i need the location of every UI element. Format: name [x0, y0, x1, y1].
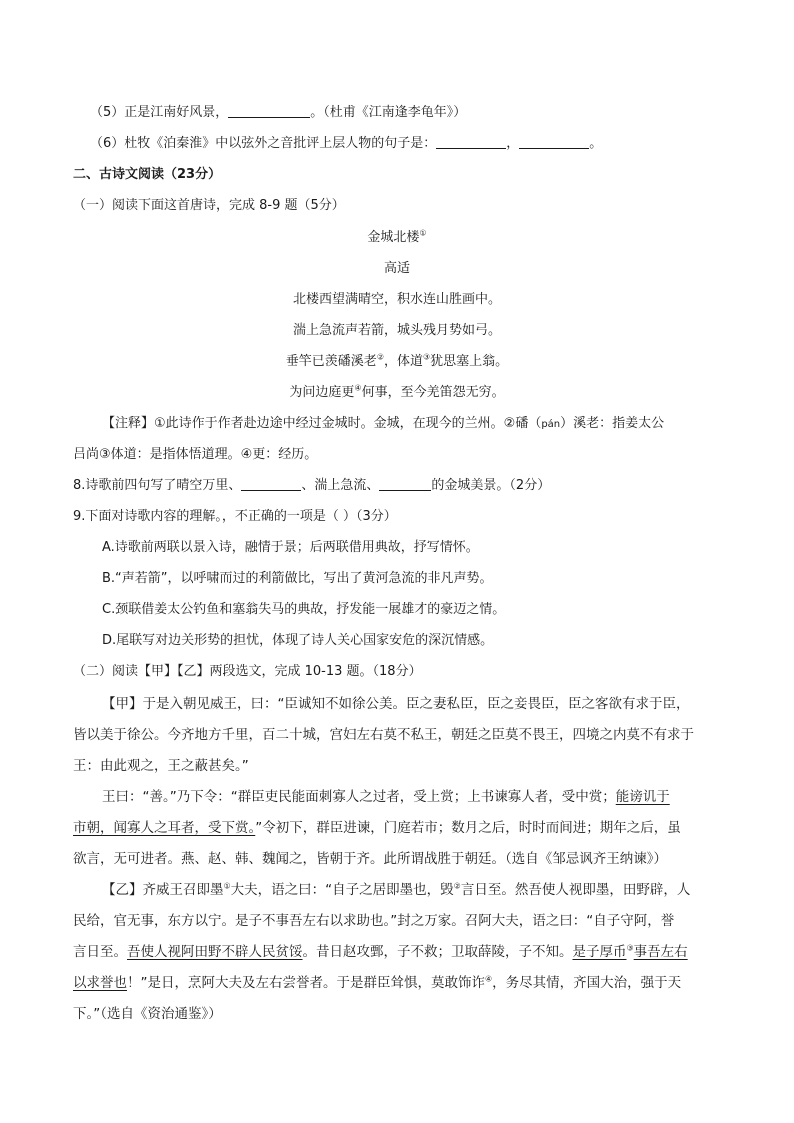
- jia-line-4: [102, 787, 670, 807]
- jia-underlined-2: 市朝，闻寡人之耳者，受下赏。: [73, 820, 256, 836]
- yi-line-4a: ！”是日，烹阿大夫及左右尝誉者。于是群臣耸惧，莫敢饰诈: [127, 975, 485, 991]
- q9-option-c[interactable]: C.颈联借姜太公钓鱼和塞翁失马的典故，抒发能一展雄才的豪迈之情。: [102, 602, 506, 617]
- q8-prefix: 8.诗歌前四句写了晴空万里、: [73, 478, 242, 493]
- yi-underlined-2: 是子厚币: [572, 944, 627, 960]
- poem-title-note: ①: [419, 228, 427, 238]
- poem-line-3: [0, 352, 794, 372]
- yi-line-1b: 大夫，语之曰：“自子之居即墨也，毁: [230, 882, 454, 898]
- q8-blank-2[interactable]: [379, 476, 431, 491]
- poem-note-3: ③: [423, 352, 431, 362]
- yi-line-5: 下。”（选自《资治通鉴》）: [73, 1006, 222, 1022]
- annotation-text-1b: ）溪老：指姜太公: [560, 416, 665, 431]
- question-6: [90, 134, 602, 154]
- poem-note-4: ④: [354, 383, 362, 393]
- q6-sep: ，: [506, 136, 520, 151]
- jia-line-5-text: ”令初下，群臣进谏，门庭若市；数月之后，时时而间进；期年之后，虽: [255, 820, 681, 836]
- annotation-line-2: 吕尚③体道：是指体悟道理。④更：经历。: [73, 447, 318, 462]
- q6-end: 。: [589, 136, 603, 151]
- question-5: [90, 103, 466, 123]
- poem-line-1: 北楼西望满晴空，积水连山胜画中。: [292, 292, 501, 307]
- annotation-text-1a: ①此诗作于作者赴边途中经过金城时。金城，在现今的兰州。②磻（: [154, 416, 542, 431]
- q8-suffix: 的金城美景。（2分）: [431, 478, 551, 493]
- q5-suffix: 。（杜甫《江南逢李龟年》）: [310, 105, 467, 120]
- question-8: [73, 476, 550, 496]
- annotation-line-1: [102, 414, 664, 435]
- q9-option-b[interactable]: B.“声若箭”，以呼啸而过的利箭做比，写出了黄河急流的非凡声势。: [102, 571, 493, 586]
- jia-line-1: 【甲】于是入朝见威王，曰：“臣诚知不如徐公美。臣之妻私臣，臣之妾畏臣，臣之客欲有求于臣，: [102, 696, 690, 712]
- poem-line-2: 湍上急流声若箭，城头残月势如弓。: [292, 323, 501, 338]
- poem-line-3b: ，体道: [383, 354, 423, 369]
- poem-note-2: ②: [376, 352, 384, 362]
- jia-line-2: 皆以美于徐公。今齐地方千里，百二十城，宫妇左右莫不私王，朝廷之臣莫不畏王，四境之内莫不有求于: [73, 727, 694, 743]
- q5-blank[interactable]: [228, 103, 310, 118]
- yi-line-4: [73, 973, 681, 993]
- part-1-intro: （一）阅读下面这首唐诗，完成 8-9 题（5分）: [73, 198, 345, 213]
- q6-prefix: （6）杜牧《泊秦淮》中以弦外之音批评上层人物的句子是：: [90, 136, 437, 151]
- q5-prefix: （5）正是江南好风景，: [90, 105, 229, 120]
- jia-line-3: 王：由此观之，王之蔽甚矣。”: [73, 758, 249, 774]
- poem-line-4: [0, 383, 794, 403]
- poem-line-4b: 何事，至今羌笛怨无穷。: [361, 385, 505, 400]
- part-2-intro: （二）阅读【甲】【乙】两段选文，完成 10-13 题。（18分）: [73, 664, 422, 679]
- annotation-pinyin: pán: [541, 419, 561, 430]
- q8-mid: 、湍上急流、: [301, 478, 380, 493]
- yi-line-1: [102, 880, 690, 900]
- yi-note-4: ④: [485, 974, 493, 984]
- poem-title: [0, 228, 794, 248]
- jia-underlined-1: 能谤讥于: [615, 789, 670, 805]
- jia-line-6: 欲言，无可进者。燕、赵、韩、魏闻之，皆朝于齐。此所谓战胜于朝廷。（选自《邹忌讽齐王纳谏》）: [73, 851, 667, 867]
- yi-note-1: ①: [223, 881, 231, 891]
- section-2-heading: 二、古诗文阅读（23分）: [73, 167, 222, 182]
- question-9-stem: 9.下面对诗歌内容的理解。，不正确的一项是（ ）（3分）: [73, 509, 397, 524]
- q9-option-d[interactable]: D.尾联写对边关形势的担忧，体现了诗人关心国家安危的深沉情感。: [102, 633, 494, 648]
- q6-blank-1[interactable]: [436, 134, 506, 149]
- jia-line-4-text: 王曰：“善。”乃下令：“群臣吏民能面刺寡人之过者，受上赏；上书谏寡人者，受中赏；: [102, 789, 616, 805]
- yi-line-3a: 言日至。: [73, 944, 127, 960]
- yi-line-3: [73, 942, 688, 962]
- yi-line-1a: 【乙】齐威王召即墨: [102, 882, 224, 898]
- q8-blank-1[interactable]: [241, 476, 301, 491]
- yi-underlined-1: 吾使人视阿田野不辟人民贫馁: [127, 944, 303, 960]
- yi-underlined-4: 以求誉也: [73, 975, 127, 991]
- yi-line-4b: ，务尽其情，齐国大治，强于天: [492, 975, 682, 991]
- yi-line-1c: 言日至。然吾使人视即墨，田野辟，人: [460, 882, 691, 898]
- q9-option-a[interactable]: A.诗歌前两联以景入诗，融情于景；后两联借用典故，抒写情怀。: [102, 540, 479, 555]
- poem-line-3a: 垂竿已羡磻溪老: [285, 354, 377, 369]
- yi-note-3: ③: [626, 943, 634, 953]
- annotation-label: 【注释】: [102, 416, 155, 431]
- poem-author: 高适: [383, 261, 410, 276]
- poem-title-text: 金城北楼: [367, 230, 420, 245]
- yi-line-2: 民给，官无事，东方以宁。是子不事吾左右以求助也。”封之万家。召阿大夫，语之曰：“自子守阿，誉: [73, 913, 675, 929]
- poem-line-3c: 犹思塞上翁。: [430, 354, 509, 369]
- yi-line-3b: 。昔日赵攻鄄，子不救；卫取薛陵，子不知。: [302, 944, 573, 960]
- yi-underlined-3: 事吾左右: [633, 944, 688, 960]
- q6-blank-2[interactable]: [519, 134, 589, 149]
- jia-line-5: [73, 818, 681, 838]
- poem-line-4a: 为问边庭更: [289, 385, 355, 400]
- yi-note-2: ②: [453, 881, 461, 891]
